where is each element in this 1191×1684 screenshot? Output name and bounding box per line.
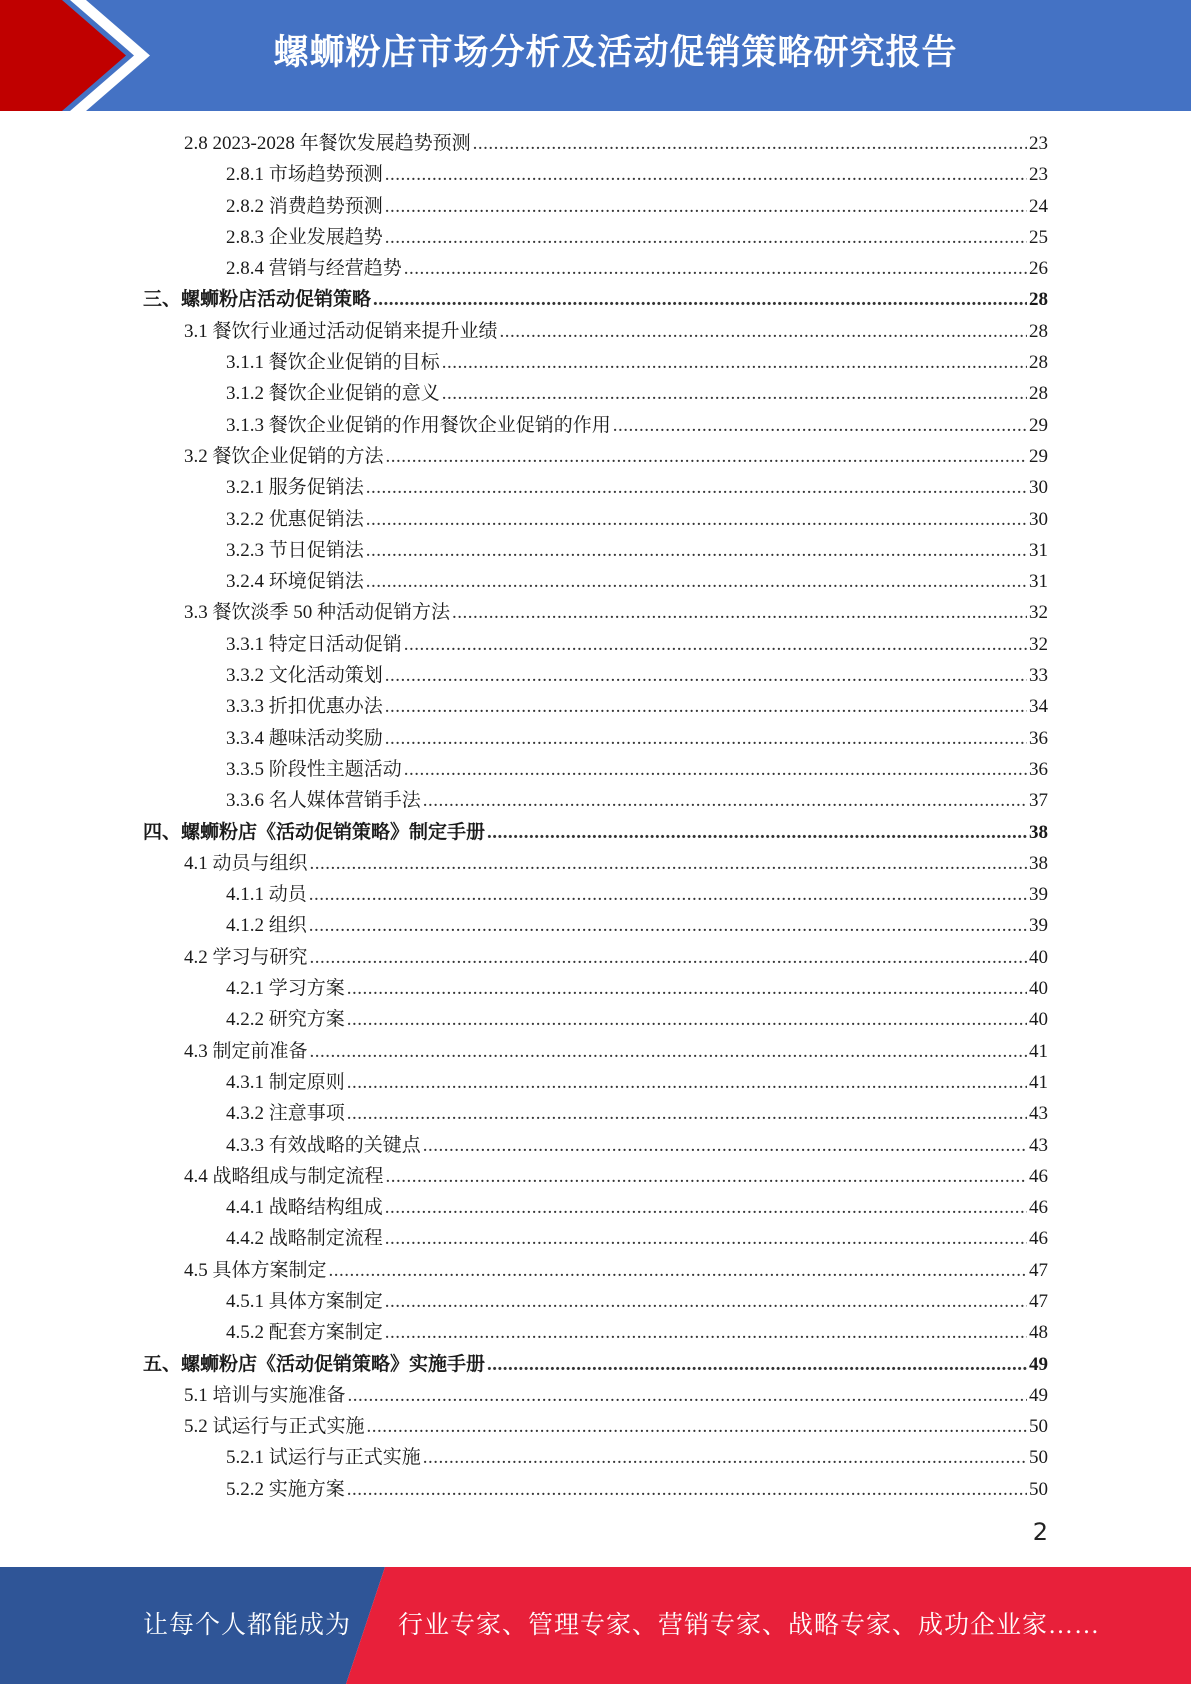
toc-dot-leader — [310, 942, 1027, 973]
toc-entry-page: 48 — [1029, 1322, 1048, 1344]
toc-entry[interactable] — [0, 1474, 1191, 1505]
toc-dot-leader — [423, 785, 1027, 816]
toc-entry[interactable] — [0, 1036, 1191, 1067]
toc-dot-leader — [442, 378, 1027, 409]
toc-entry-page: 47 — [1029, 1259, 1048, 1281]
toc-entry[interactable] — [0, 1380, 1191, 1411]
toc-entry[interactable] — [0, 942, 1191, 973]
toc-entry-page: 46 — [1029, 1228, 1048, 1250]
toc-entry-title: 五、螺蛳粉店《活动促销策略》实施手册 — [143, 1353, 486, 1375]
toc-dot-leader — [404, 754, 1027, 785]
toc-dot-leader — [385, 191, 1027, 222]
toc-entry-title: 4.5 具体方案制定 — [184, 1259, 327, 1281]
toc-entry[interactable] — [0, 973, 1191, 1004]
toc-entry[interactable] — [0, 222, 1191, 253]
toc-dot-leader — [329, 1255, 1027, 1286]
toc-entry-title: 4.4.2 战略制定流程 — [226, 1228, 383, 1250]
toc-entry[interactable] — [0, 1442, 1191, 1473]
header-banner — [0, 0, 1191, 111]
toc-entry-title: 3.2 餐饮企业促销的方法 — [184, 445, 384, 467]
toc-dot-leader — [385, 1223, 1027, 1254]
toc-entry-title: 三、螺蛳粉店活动促销策略 — [143, 289, 372, 311]
toc-entry-title: 4.5.1 具体方案制定 — [226, 1290, 383, 1312]
toc-dot-leader — [500, 316, 1027, 347]
toc-dot-leader — [385, 1192, 1027, 1223]
toc-entry[interactable] — [0, 1004, 1191, 1035]
toc-entry-title: 3.3.4 趣味活动奖励 — [226, 727, 383, 749]
toc-entry-page: 39 — [1029, 915, 1048, 937]
toc-entry[interactable] — [0, 879, 1191, 910]
toc-dot-leader — [385, 660, 1027, 691]
toc-entry-title: 4.1.2 组织 — [226, 915, 307, 937]
toc-entry[interactable] — [0, 472, 1191, 503]
toc-entry[interactable] — [0, 660, 1191, 691]
toc-dot-leader — [613, 410, 1027, 441]
toc-entry[interactable] — [0, 754, 1191, 785]
toc-entry-page: 33 — [1029, 665, 1048, 687]
toc-entry[interactable] — [0, 1255, 1191, 1286]
toc-entry-title: 4.3 制定前准备 — [184, 1040, 308, 1062]
toc-entry[interactable] — [0, 1349, 1191, 1380]
toc-entry[interactable] — [0, 1098, 1191, 1129]
toc-entry-page: 40 — [1029, 1009, 1048, 1031]
toc-entry[interactable] — [0, 848, 1191, 879]
toc-entry-page: 49 — [1029, 1353, 1048, 1375]
toc-entry-page: 29 — [1029, 414, 1048, 436]
toc-entry[interactable] — [0, 1286, 1191, 1317]
toc-entry-title: 3.2.1 服务促销法 — [226, 477, 364, 499]
toc-dot-leader — [347, 1067, 1027, 1098]
toc-entry-page: 38 — [1029, 821, 1048, 843]
toc-entry[interactable] — [0, 441, 1191, 472]
table-of-contents — [0, 128, 1191, 1505]
toc-entry-page: 46 — [1029, 1197, 1048, 1219]
toc-entry-page: 30 — [1029, 508, 1048, 530]
toc-dot-leader — [473, 128, 1027, 159]
toc-entry-page: 34 — [1029, 696, 1048, 718]
report-title: 螺蛳粉店市场分析及活动促销策略研究报告 — [273, 33, 958, 73]
toc-entry-page: 25 — [1029, 226, 1048, 248]
toc-entry[interactable] — [0, 1130, 1191, 1161]
toc-entry-page: 28 — [1029, 352, 1048, 374]
toc-dot-leader — [366, 472, 1027, 503]
toc-dot-leader — [385, 159, 1027, 190]
toc-entry[interactable] — [0, 785, 1191, 816]
toc-dot-leader — [386, 441, 1027, 472]
toc-dot-leader — [386, 1161, 1027, 1192]
toc-entry[interactable] — [0, 1411, 1191, 1442]
toc-entry-page: 24 — [1029, 195, 1048, 217]
toc-dot-leader — [385, 691, 1027, 722]
toc-entry-page: 50 — [1029, 1478, 1048, 1500]
toc-entry[interactable] — [0, 1067, 1191, 1098]
toc-entry-title: 3.3 餐饮淡季 50 种活动促销方法 — [184, 602, 451, 624]
toc-entry-title: 4.1.1 动员 — [226, 884, 307, 906]
toc-entry[interactable] — [0, 566, 1191, 597]
toc-entry-title: 4.3.1 制定原则 — [226, 1071, 345, 1093]
toc-entry-title: 2.8 2023-2028 年餐饮发展趋势预测 — [184, 133, 471, 154]
toc-entry-page: 37 — [1029, 790, 1048, 812]
toc-entry[interactable] — [0, 723, 1191, 754]
toc-entry-title: 4.3.2 注意事项 — [226, 1103, 345, 1125]
toc-entry-page: 43 — [1029, 1103, 1048, 1125]
toc-entry-title: 3.1.1 餐饮企业促销的目标 — [226, 352, 440, 374]
toc-entry-title: 2.8.1 市场趋势预测 — [226, 164, 383, 186]
toc-entry-title: 5.2 试运行与正式实施 — [184, 1416, 365, 1438]
toc-entry-title: 4.4.1 战略结构组成 — [226, 1197, 383, 1219]
toc-entry[interactable] — [0, 253, 1191, 284]
toc-entry-page: 26 — [1029, 258, 1048, 280]
toc-entry-page: 36 — [1029, 758, 1048, 780]
toc-entry-title: 3.3.1 特定日活动促销 — [226, 633, 402, 655]
toc-entry-title: 3.3.2 文化活动策划 — [226, 665, 383, 687]
toc-dot-leader — [385, 1286, 1027, 1317]
toc-dot-leader — [309, 910, 1027, 941]
toc-entry[interactable] — [0, 817, 1191, 848]
toc-entry-page: 23 — [1029, 164, 1048, 186]
footer-banner — [0, 1567, 1191, 1684]
toc-entry[interactable] — [0, 378, 1191, 409]
toc-entry-page: 49 — [1029, 1384, 1048, 1406]
toc-dot-leader — [347, 973, 1027, 1004]
toc-entry[interactable] — [0, 597, 1191, 628]
footer-slogan-right: 行业专家、管理专家、营销专家、战略专家、成功企业家…… — [398, 1612, 1101, 1639]
toc-entry-page: 29 — [1029, 445, 1048, 467]
toc-entry-page: 50 — [1029, 1416, 1048, 1438]
toc-entry-title: 3.3.5 阶段性主题活动 — [226, 758, 402, 780]
toc-dot-leader — [423, 1130, 1027, 1161]
toc-entry[interactable] — [0, 691, 1191, 722]
toc-entry-page: 46 — [1029, 1165, 1048, 1187]
toc-entry[interactable] — [0, 347, 1191, 378]
toc-entry-title: 4.2.2 研究方案 — [226, 1009, 345, 1031]
toc-entry[interactable] — [0, 316, 1191, 347]
toc-entry[interactable] — [0, 128, 1191, 159]
toc-entry-page: 41 — [1029, 1071, 1048, 1093]
toc-entry-page: 23 — [1029, 133, 1048, 154]
toc-entry-title: 5.2.2 实施方案 — [226, 1478, 345, 1500]
toc-entry-title: 5.1 培训与实施准备 — [184, 1384, 346, 1406]
toc-entry-title: 4.2 学习与研究 — [184, 946, 308, 968]
toc-dot-leader — [373, 284, 1027, 315]
toc-dot-leader — [367, 1411, 1027, 1442]
toc-entry-title: 3.1 餐饮行业通过活动促销来提升业绩 — [184, 320, 498, 342]
toc-entry-title: 3.1.2 餐饮企业促销的意义 — [226, 383, 440, 405]
toc-dot-leader — [309, 879, 1027, 910]
page-number: 2 — [1032, 1518, 1048, 1546]
toc-dot-leader — [404, 629, 1027, 660]
toc-dot-leader — [347, 1004, 1027, 1035]
toc-entry[interactable] — [0, 159, 1191, 190]
toc-entry-page: 32 — [1029, 633, 1048, 655]
toc-entry[interactable] — [0, 1192, 1191, 1223]
toc-entry-title: 3.2.4 环境促销法 — [226, 571, 364, 593]
toc-entry-title: 3.3.3 折扣优惠办法 — [226, 696, 383, 718]
toc-entry-title: 4.3.3 有效战略的关键点 — [226, 1134, 421, 1156]
toc-entry-page: 28 — [1029, 320, 1048, 342]
toc-dot-leader — [487, 1349, 1027, 1380]
toc-entry-title: 5.2.1 试运行与正式实施 — [226, 1447, 421, 1469]
toc-entry-page: 47 — [1029, 1290, 1048, 1312]
toc-entry-title: 4.5.2 配套方案制定 — [226, 1322, 383, 1344]
toc-dot-leader — [347, 1474, 1027, 1505]
toc-dot-leader — [366, 566, 1027, 597]
toc-entry-title: 4.1 动员与组织 — [184, 852, 308, 874]
toc-dot-leader — [423, 1442, 1027, 1473]
toc-entry-title: 3.3.6 名人媒体营销手法 — [226, 790, 421, 812]
toc-entry-title: 3.2.2 优惠促销法 — [226, 508, 364, 530]
toc-entry-page: 28 — [1029, 289, 1048, 311]
toc-entry-title: 3.2.3 节日促销法 — [226, 539, 364, 561]
toc-dot-leader — [310, 848, 1027, 879]
toc-dot-leader — [385, 723, 1027, 754]
toc-dot-leader — [366, 535, 1027, 566]
toc-entry[interactable] — [0, 1161, 1191, 1192]
toc-entry[interactable] — [0, 504, 1191, 535]
toc-entry-page: 31 — [1029, 539, 1048, 561]
toc-entry[interactable] — [0, 535, 1191, 566]
footer-slogan-left: 让每个人都能成为 — [143, 1612, 352, 1639]
toc-dot-leader — [347, 1098, 1027, 1129]
toc-entry-page: 31 — [1029, 571, 1048, 593]
toc-dot-leader — [366, 504, 1027, 535]
toc-entry-title: 四、螺蛳粉店《活动促销策略》制定手册 — [143, 821, 486, 843]
toc-entry-page: 38 — [1029, 852, 1048, 874]
toc-entry-title: 2.8.4 营销与经营趋势 — [226, 258, 402, 280]
toc-entry-page: 41 — [1029, 1040, 1048, 1062]
toc-entry[interactable] — [0, 1223, 1191, 1254]
toc-dot-leader — [385, 1317, 1027, 1348]
toc-dot-leader — [404, 253, 1027, 284]
toc-entry[interactable] — [0, 191, 1191, 222]
toc-dot-leader — [487, 817, 1027, 848]
toc-entry-title: 4.2.1 学习方案 — [226, 978, 345, 1000]
toc-dot-leader — [385, 222, 1027, 253]
toc-dot-leader — [442, 347, 1027, 378]
toc-entry-title: 3.1.3 餐饮企业促销的作用餐饮企业促销的作用 — [226, 414, 611, 436]
toc-entry[interactable] — [0, 410, 1191, 441]
toc-entry-page: 50 — [1029, 1447, 1048, 1469]
toc-entry-title: 4.4 战略组成与制定流程 — [184, 1165, 384, 1187]
toc-entry-page: 30 — [1029, 477, 1048, 499]
toc-entry-title: 2.8.3 企业发展趋势 — [226, 226, 383, 248]
toc-dot-leader — [452, 597, 1027, 628]
toc-entry-page: 40 — [1029, 978, 1048, 1000]
toc-dot-leader — [348, 1380, 1027, 1411]
toc-dot-leader — [310, 1036, 1027, 1067]
toc-entry-page: 36 — [1029, 727, 1048, 749]
toc-entry-title: 2.8.2 消费趋势预测 — [226, 195, 383, 217]
red-chevron-icon — [0, 0, 160, 111]
toc-entry-page: 43 — [1029, 1134, 1048, 1156]
toc-entry[interactable] — [0, 1317, 1191, 1348]
toc-entry-page: 40 — [1029, 946, 1048, 968]
toc-entry-page: 32 — [1029, 602, 1048, 624]
toc-entry[interactable] — [0, 910, 1191, 941]
toc-entry[interactable] — [0, 284, 1191, 315]
toc-entry-page: 28 — [1029, 383, 1048, 405]
toc-entry-page: 39 — [1029, 884, 1048, 906]
toc-entry[interactable] — [0, 629, 1191, 660]
